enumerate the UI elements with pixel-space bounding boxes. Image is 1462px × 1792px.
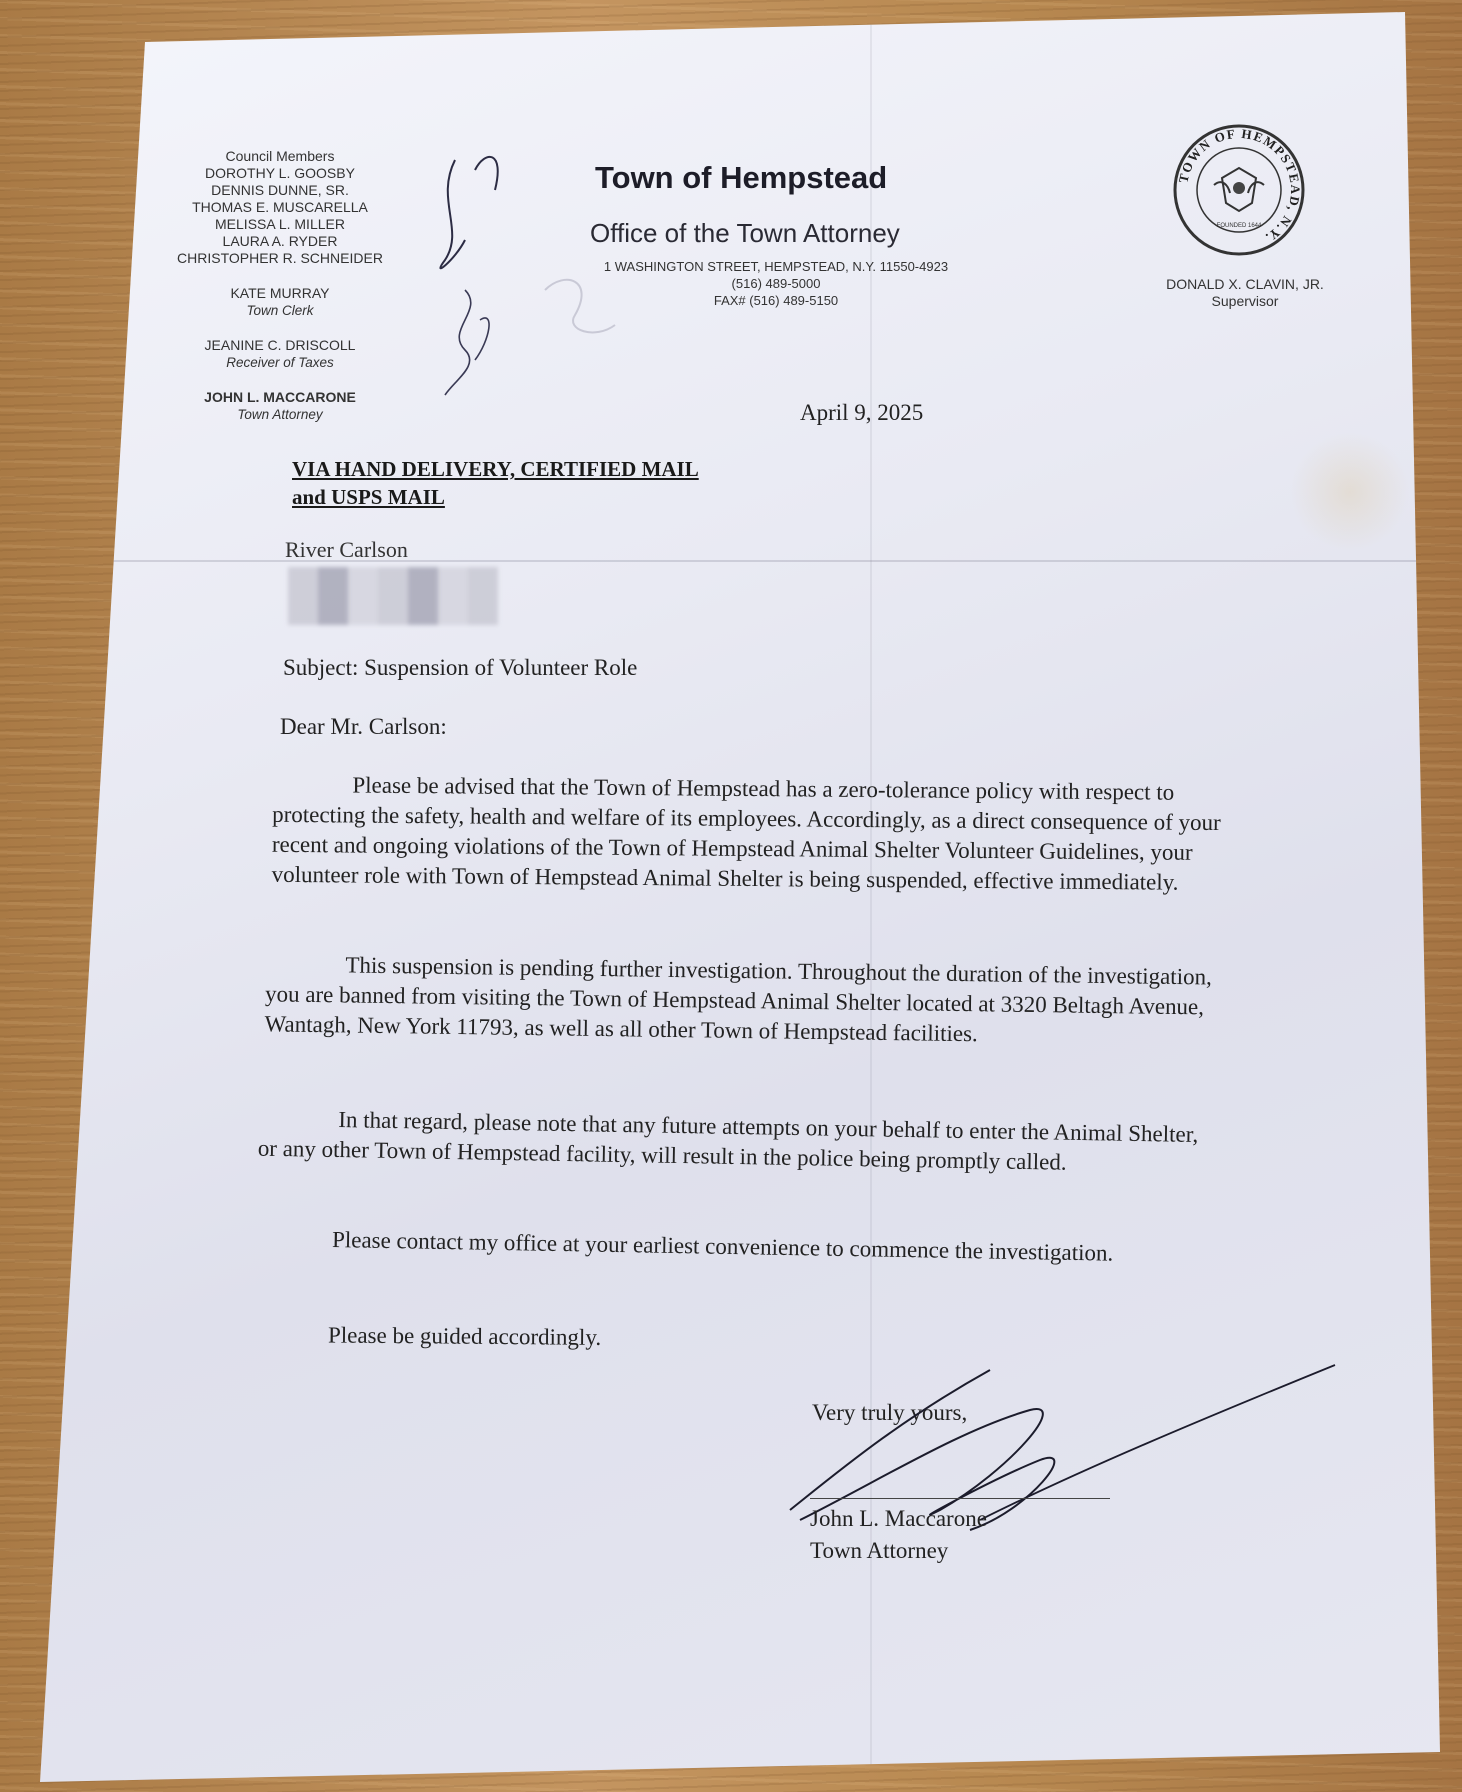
supervisor-name: DONALD X. CLAVIN, JR. — [1166, 276, 1324, 292]
supervisor-block — [1140, 276, 1350, 310]
letter-subject: Subject: Suspension of Volunteer Role — [283, 655, 638, 680]
body-paragraph: This suspension is pending further investigation. Throughout the duration of the investigation, you are banned from visiting the Town of Hempstead Animal Shelter located at 3320 Beltagh Avenue, Wantagh, New York 11793, as well as all other Town of Hempstead facilities. — [264, 952, 1212, 1047]
town-seal — [1172, 123, 1306, 257]
body-paragraph: Please be advised that the Town of Hempstead has a zero-tolerance policy with respect to protecting the safety, health and welfare of its employees. Accordingly, as a direct consequence of your recent and ongoing violations of the Town of Hempstead Animal Shelter Volunteer Guidelines, your volunteer role with Town of Hempstead Animal Shelter is being suspended, effective immediately. — [271, 772, 1221, 895]
supervisor-title: Supervisor — [1211, 293, 1279, 309]
council-members-block — [160, 148, 400, 423]
clerk-name: KATE MURRAY — [230, 285, 330, 301]
council-member: DOROTHY L. GOOSBY — [205, 165, 355, 181]
signature-line — [810, 1498, 1110, 1499]
delivery-method — [292, 455, 699, 511]
fold-crease-horizontal — [40, 560, 1440, 562]
letterhead-contact — [576, 258, 976, 309]
attorney-name: JOHN L. MACCARONE — [204, 389, 356, 405]
letterhead-fax: FAX# (516) 489-5150 — [713, 293, 839, 308]
seal-founded: FOUNDED 1644 — [1216, 223, 1262, 229]
letterhead-phone: (516) 489-5000 — [731, 276, 821, 291]
body-paragraph: Please contact my office at your earliest convenience to commence the investigation. — [331, 1227, 1114, 1266]
council-member: DENNIS DUNNE, SR. — [211, 182, 349, 198]
letterhead-address: 1 WASHINGTON STREET, HEMPSTEAD, N.Y. 11550-4923 — [603, 259, 949, 274]
receiver-title: Receiver of Taxes — [226, 355, 334, 370]
body-paragraph: In that regard, please note that any future attempts on your behalf to enter the Animal Shelter, or any other Town of Hempstead facility, will result in the police being promptly called. — [257, 1107, 1199, 1175]
body-paragraph: Please be guided accordingly. — [327, 1322, 602, 1350]
council-member: MELISSA L. MILLER — [215, 216, 345, 232]
council-member: THOMAS E. MUSCARELLA — [192, 199, 368, 215]
signer-title: Town Attorney — [810, 1538, 949, 1563]
clerk-title: Town Clerk — [246, 303, 314, 318]
council-heading: Council Members — [225, 148, 335, 164]
delivery-line-1: VIA HAND DELIVERY, CERTIFIED MAIL — [292, 457, 699, 481]
recipient-name: River Carlson — [285, 537, 408, 562]
attorney-title: Town Attorney — [237, 407, 323, 422]
signer-name: John L. Maccarone — [810, 1506, 987, 1531]
receiver-name: JEANINE C. DRISCOLL — [204, 337, 356, 353]
redacted-address — [288, 567, 498, 625]
council-member: LAURA A. RYDER — [222, 233, 338, 249]
salutation: Dear Mr. Carlson: — [280, 714, 447, 739]
letter-date: April 9, 2025 — [800, 400, 924, 425]
paper-stain — [1290, 432, 1410, 552]
letterhead-title: Town of Hempstead — [595, 160, 888, 195]
delivery-line-2: and USPS MAIL — [292, 485, 445, 509]
letterhead-office: Office of the Town Attorney — [590, 218, 900, 248]
seal-text: TOWN OF HEMPSTEAD, N.Y. — [1175, 125, 1304, 247]
council-member: CHRISTOPHER R. SCHNEIDER — [177, 250, 383, 266]
closing: Very truly yours, — [812, 1400, 968, 1425]
